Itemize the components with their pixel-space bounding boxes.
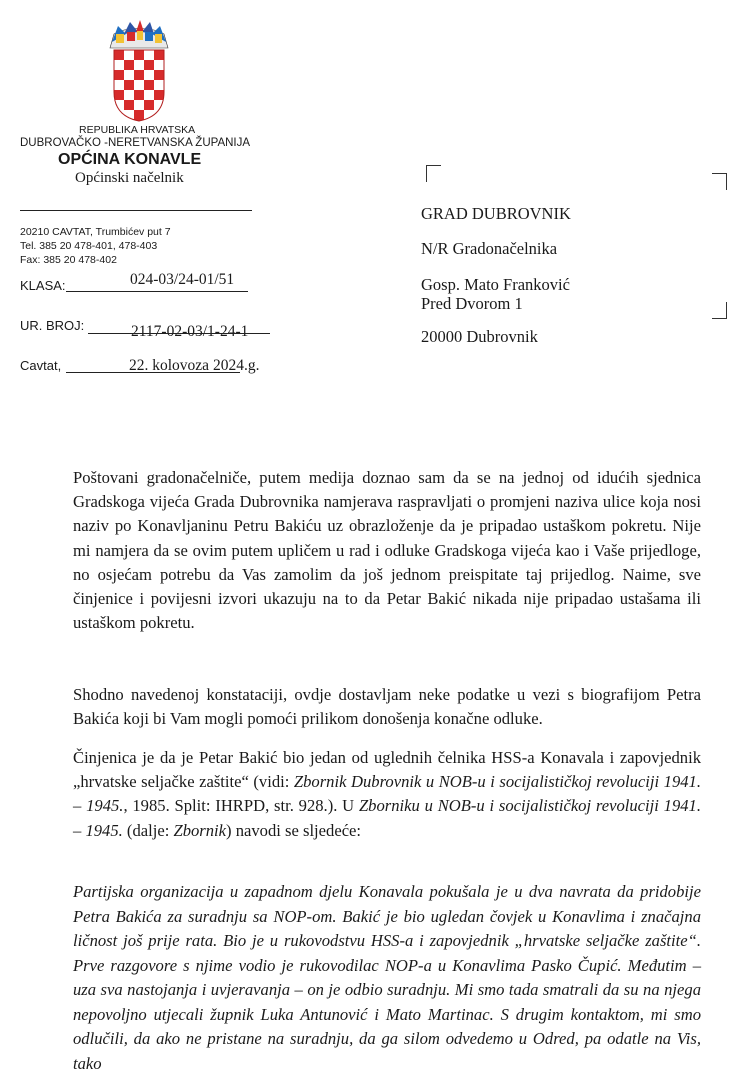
sender-address: 20210 CAVTAT, Trumbićev put 7: [20, 226, 171, 238]
recipient-line-4: Pred Dvorom 1: [421, 294, 523, 313]
sender-fax: Fax: 385 20 478-402: [20, 254, 117, 266]
letter-quote-paragraph: Partijska organizacija u zapadnom djelu Konavala pokušala je u dva navrata da pridobije Petra Bakića za suradnju sa NOP-om. Bakić je bio ugledan čovjek u Konavlima i značajna ličnost još prije rata. Bio je u rukovodstvu HSS-a i zapovjednik „hrvatske seljačke zaštite“. Prve razgovore s njime vodio je rukovodilac NOP-a u Konavlima Pasko Čupić. Međutim – uza sva nastojanja i uvjeravanja – on je odbio suradnju. Mi smo tada smatrali da su na njega nepovoljno utjecali župnik Luka Antunović i Mato Martinac. S drugim kontaktom, mi smo odlučili, da ako ne pristane na suradnju, da ga silom odvedemo u Odred, pa odatle na Vis, tako: [73, 882, 701, 1073]
recipient-line-5: 20000 Dubrovnik: [421, 327, 538, 346]
coat-of-arms-icon: [108, 20, 170, 122]
recipient-line-3: Gosp. Mato Franković: [421, 275, 570, 294]
office-name: Općinski načelnik: [75, 170, 184, 186]
recipient-line-2: N/R Gradonačelnika: [421, 239, 558, 258]
letter-paragraph-1: Poštovani gradonačelniče, putem medija doznao sam da se na jednoj od idućih sjednica Gradskoga vijeća Grada Dubrovnika namjerava raspravljati o promjeni naziva ulice koja nosi naziv po Konavljaninu Petru Bakiću uz obrazloženje da je pripadao ustaškom pokretu. Nije mi namjera da se ovim putem upličem u rad i odluke Gradskoga vijeća kao i Vaše prijedloge, no osjećam potrebu da Vas zamolim da još jednom preispitate taj prijedlog. Naime, sve činjenice i povijesni izvori ukazuju na to da Petar Bakić nikada nije pripadao ustašama ili ustaškom pokretu.: [73, 468, 701, 633]
date-line: [66, 372, 240, 373]
letter-paragraph-3: Činjenica je da je Petar Bakić bio jedan od uglednih čelnika HSS-a Konavala i zapovjednik „hrvatske seljačke zaštite“ (vidi: Zbornik Dubrovnik u NOB-u i socijalističkoj revoluciji 1941. – 1945., 1985. Split: IHRPD, str. 928.). U Zborniku u NOB-u i socijalističkoj revoluciji 1941. – 1945. (dalje: Zbornik) navodi se sljedeće:: [73, 748, 702, 840]
urbroj-line: [88, 333, 270, 334]
recipient-line-1: GRAD DUBROVNIK: [421, 204, 571, 223]
letterhead-divider: [20, 210, 252, 211]
letter-paragraph-2: Shodno navedenoj konstataciji, ovdje dostavljam neke podatke u vezi s biografijom Petra Bakića koji bi Vam mogli pomoći prilikom donošenja konačne odluke.: [73, 685, 701, 729]
address-corner-top-right: [712, 173, 727, 190]
municipality-name: OPĆINA KONAVLE: [58, 151, 202, 168]
urbroj-value: 2117-02-03/1-24-1: [131, 323, 249, 340]
klasa-line: [66, 291, 248, 292]
date-value: 22. kolovoza 2024.g.: [129, 357, 260, 374]
klasa-label: KLASA:: [20, 278, 66, 293]
address-corner-top-left: [426, 165, 441, 182]
republic-name: REPUBLIKA HRVATSKA: [79, 124, 196, 136]
date-label: Cavtat,: [20, 358, 62, 373]
address-corner-bottom-right: [712, 302, 727, 319]
urbroj-label: UR. BROJ:: [20, 318, 85, 333]
sender-tel: Tel. 385 20 478-401, 478-403: [20, 240, 158, 252]
klasa-value: 024-03/24-01/51: [130, 271, 235, 288]
county-name: DUBROVAČKO -NERETVANSKA ŽUPANIJA: [20, 137, 251, 149]
